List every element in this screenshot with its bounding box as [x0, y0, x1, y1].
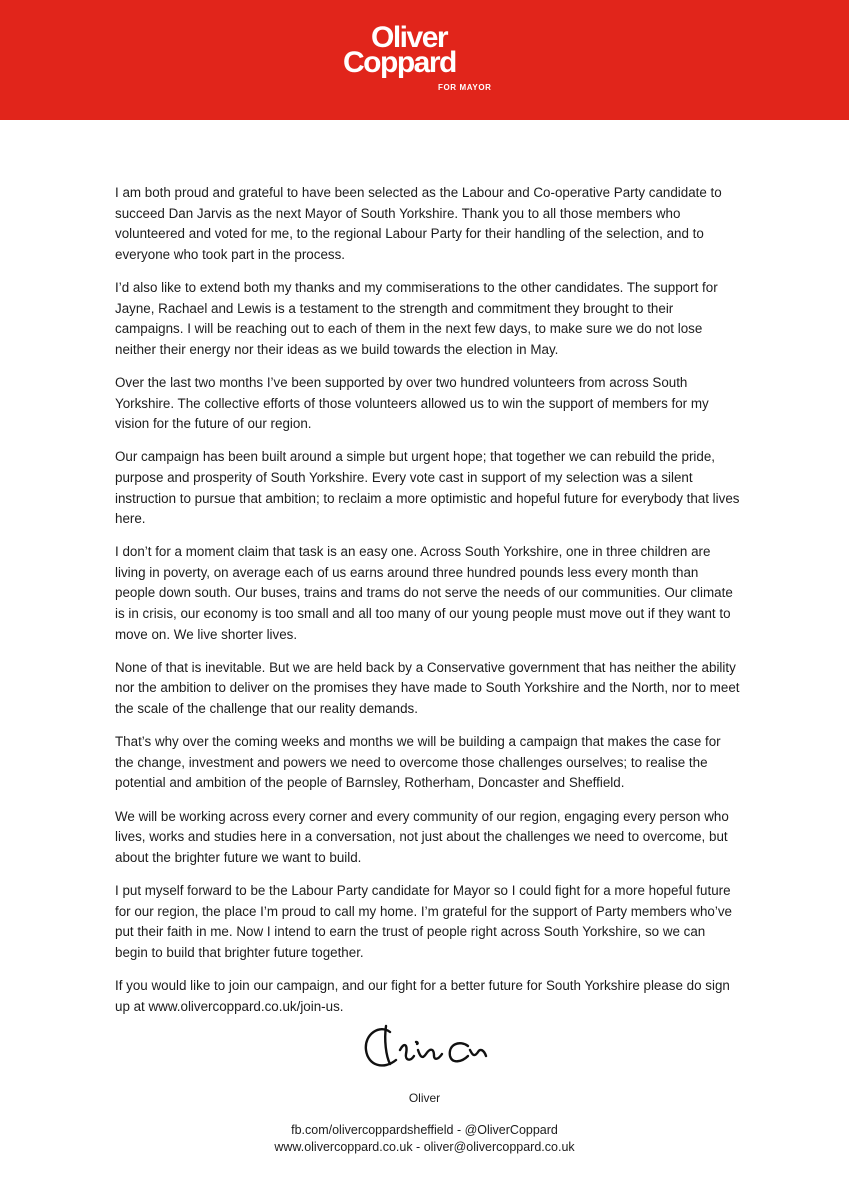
paragraph: I’d also like to extend both my thanks and my commiserations to the other candidates. The support for Jayne, Rachael and Lewis is a testament to the strength and commitment they brought to their campaigns. I will be reaching out to each of them in the next few days, to make sure we do not lose neither their energy nor their ideas as we build towards the election in May. [115, 279, 718, 357]
paragraph: If you would like to join our campaign, and our fight for a better future for South Yorkshire please do sign up at www.olivercoppard.co.uk/join-us. [115, 977, 730, 1014]
letterhead-banner [0, 0, 849, 120]
signatory-name: Oliver [408, 1091, 441, 1105]
logo-first-name: Oliver [371, 21, 448, 54]
campaign-logo [343, 23, 508, 98]
social-links: fb.com/olivercoppardsheffield - @OliverCoppard [291, 1123, 558, 1137]
paragraph: I don’t for a moment claim that task is an easy one. Across South Yorkshire, one in three children are living in poverty, on average each of us earns around three hundred pounds less every month than people down south. Our buses, trains and trams do not serve the needs of our communities. Our climate is in crisis, our economy is too small and all too many of our young people must move out if they want to move on. We live shorter lives. [115, 544, 733, 642]
paragraph: None of that is inevitable. But we are held back by a Conservative government that has neither the ability nor the ambition to deliver on the promises they have made to South Yorkshire and the North, nor to meet the scale of the challenge that our reality demands. [115, 659, 740, 717]
logo-last-name: Coppard [343, 46, 456, 79]
logo-tagline: FOR MAYOR [438, 83, 492, 92]
paragraph: Our campaign has been built around a simple but urgent hope; that together we can rebuild the pride, purpose and prosperity of South Yorkshire. Every vote cast in support of my selection was a silent instruction to pursue that ambition; to reclaim a more optimistic and hopeful future for everybody that lives here. [115, 449, 740, 527]
handwritten-signature [360, 1020, 490, 1075]
contact-footer [0, 1122, 849, 1156]
web-and-email: www.olivercoppard.co.uk - oliver@olivercoppard.co.uk [274, 1140, 575, 1154]
paragraph: We will be working across every corner and every community of our region, engaging every person who lives, works and studies here in a conversation, not just about the challenges we need to overcome, but about the brighter future we want to build. [115, 808, 729, 865]
paragraph: That’s why over the coming weeks and months we will be building a campaign that makes the case for the change, investment and powers we need to overcome those challenges ourselves; to realise the potential and ambition of the people of Barnsley, Rotherham, Doncaster and Sheffield. [115, 734, 721, 791]
letter-body [115, 183, 740, 1030]
paragraph: Over the last two months I’ve been supported by over two hundred volunteers from across South Yorkshire. The collective efforts of those volunteers allowed us to win the support of members for my vision for the future of our region. [115, 374, 709, 432]
paragraph: I am both proud and grateful to have been selected as the Labour and Co-operative Party candidate to succeed Dan Jarvis as the next Mayor of South Yorkshire. Thank you to all those members who volunteered and voted for me, to the regional Labour Party for their handling of the selection, and to everyone who took part in the process. [115, 185, 722, 262]
paragraph: I put myself forward to be the Labour Party candidate for Mayor so I could fight for a more hopeful future for our region, the place I’m proud to call my home. I’m grateful for the support of Party members who’ve put their faith in me. Now I intend to earn the trust of people right across South Yorkshire, so we can begin to build that brighter future together. [115, 882, 732, 960]
